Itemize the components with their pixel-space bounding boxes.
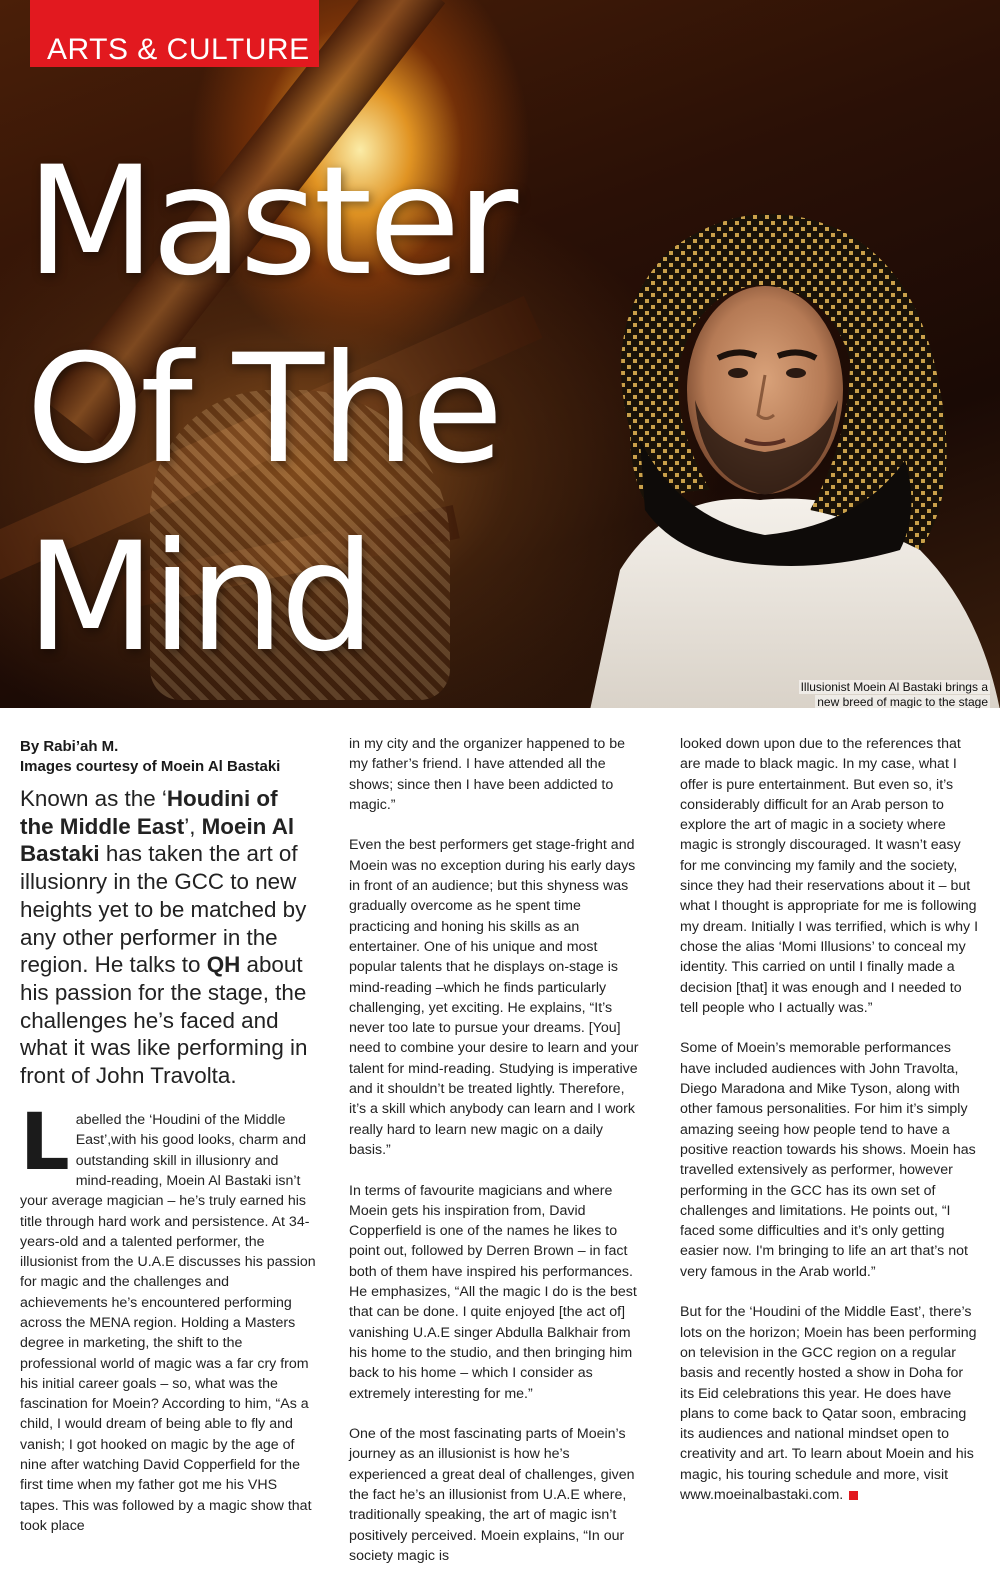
paragraph-text: But for the ‘Houdini of the Middle East’, there’s lots on the horizon; Moein has been performing on television in the GCC region on a regular basis and recently hosted a show in Doha for its Eid celebrations this year. He does have plans to come back to Qatar soon, embracing its audiences and national mindset open to creativity and art. To learn about Moein and his magic, his touring schedule and more, visit www.moeinalbastaki.com. bbox=[680, 1304, 977, 1503]
author: By Rabi’ah M. bbox=[20, 738, 119, 755]
headline-line: Master bbox=[26, 135, 515, 309]
standfirst-bold: Moein Al Bastaki bbox=[20, 813, 295, 867]
illusionist-portrait bbox=[560, 190, 1000, 708]
body-paragraph bbox=[20, 1098, 316, 1536]
standfirst-bold: QH bbox=[206, 952, 241, 978]
body-paragraph: looked down upon due to the references that are made to black magic. In my case, what I offer is pure entertainment. But even so, it’s considerably difficult for an Arab person to explore the art of magic in a society where magic is strongly discouraged. It wasn’t easy for me convincing my family and the society, since they had their reservations about it – but what I thought is appropriate for me is following my dream. Initially I was terrified, which is why I chose the alias ‘Momi Illusions’ to conceal my identity. This carried on until I finally made a decision [that] it was enough and I needed to tell people who I actually was.” bbox=[680, 736, 979, 1016]
standfirst bbox=[20, 785, 316, 1090]
body-paragraph: In terms of favourite magicians and where Moein gets his inspiration from, David Copperfield is one of the names he likes to point out, followed by Derren Brown – in fact both of them have inspired his performances. He emphasizes, “All the magic I do is the best that can be done. I quite enjoyed [the act of] vanishing U.A.E singer Abdulla Balkhair from his home to the studio, and then bringing him back to his home – which I consider as extremely interesting for me.” bbox=[349, 1182, 637, 1402]
standfirst-text: ’, bbox=[184, 813, 202, 839]
paragraph-text: abelled the ‘Houdini of the Middle East’,with his good looks, charm and outstanding skill in illusionry and mind-reading, Moein Al Bastaki isn’t your average magician – he’s truly earned his title through hard work and persistence. At 34-years-old and a talented performer, the illusionist from the U.A.E discusses his passion for magic and the challenges and achievements he’s encountered performing across the MENA region. Holding a Masters degree in marketing, the shift to the professional world of magic was a far cry from his initial career goals – so, what was the fascination for Moein? According to him, “As a child, I would dream of being able to fly and vanish; I got hooked on magic by the age of nine after watching David Copperfield for the first time when my father got me his VHS tapes. This was followed by a magic show that took place bbox=[20, 1112, 316, 1534]
standfirst-text: about his passion for the stage, the challenges he’s faced and what it was like performing in front of John Travolta. bbox=[20, 952, 308, 1089]
drop-cap: L bbox=[20, 1098, 70, 1189]
hero-photo bbox=[0, 0, 1000, 708]
article-column-1 bbox=[20, 737, 316, 1557]
byline bbox=[20, 737, 316, 777]
section-tag bbox=[30, 0, 319, 67]
body-paragraph: Even the best performers get stage-fright and Moein was no exception during his early days in front of an audience; but this shyness was gradually overcome as he spent time practicing and honing his skills as an entertainer. One of his unique and most popular talents that he displays on-stage is mind-reading –which he finds particularly challenging, yet exciting. He explains, “It’s never too late to pursue your dreams. [You] need to combine your desire to learn and your talent for mind-reading. Studying is imperative and it shouldn’t be treated lightly. Therefore, it’s a skill which anybody can learn and I work really hard to learn new magic on a daily basis.” bbox=[349, 837, 639, 1158]
section-label: ARTS & CULTURE bbox=[47, 33, 310, 66]
photo-caption bbox=[780, 680, 990, 708]
caption-line: new breed of magic to the stage bbox=[817, 695, 988, 708]
caption-line: Illusionist Moein Al Bastaki brings a bbox=[800, 680, 988, 694]
article-column-3 bbox=[680, 734, 980, 1526]
standfirst-text: Known as the ‘ bbox=[20, 786, 167, 811]
image-credit: Images courtesy of Moein Al Bastaki bbox=[20, 758, 281, 775]
body-paragraph: in my city and the organizer happened to be my father’s friend. I have attended all the shows; since then I have been addicted to magic.” bbox=[349, 736, 626, 813]
end-mark-icon bbox=[849, 1491, 858, 1500]
body-paragraph: Some of Moein’s memorable performances have included audiences with John Travolta, Diego Maradona and Mike Tyson, along with other famous personalities. For him it’s simply amazing seeing how people tend to have a positive reaction towards his shows. Moein has travelled extensively as performer, however performing in the GCC has its own set of challenges and limitations. He points out, “I faced some difficulties and it’s only getting easier now. I'm bringing to life an art that’s not very famous in the Arab world.” bbox=[680, 1040, 976, 1280]
body-paragraph bbox=[680, 1302, 980, 1505]
standfirst-bold: Houdini of the Middle East bbox=[20, 786, 278, 839]
headline-line: Mind bbox=[26, 511, 372, 685]
standfirst-text: has taken the art of illusionry in the GCC to new heights yet to be matched by any other performer in the region. He talks to bbox=[20, 841, 307, 978]
article-column-2 bbox=[349, 734, 645, 1586]
headline-line: Of The bbox=[26, 323, 500, 497]
body-paragraph: One of the most fascinating parts of Moein’s journey as an illusionist is how he’s experienced a great deal of challenges, given the fact he’s an illusionist from U.A.E where, traditionally speaking, the art of magic isn’t positively perceived. Moein explains, “In our society magic is bbox=[349, 1426, 635, 1564]
headline bbox=[26, 128, 514, 692]
